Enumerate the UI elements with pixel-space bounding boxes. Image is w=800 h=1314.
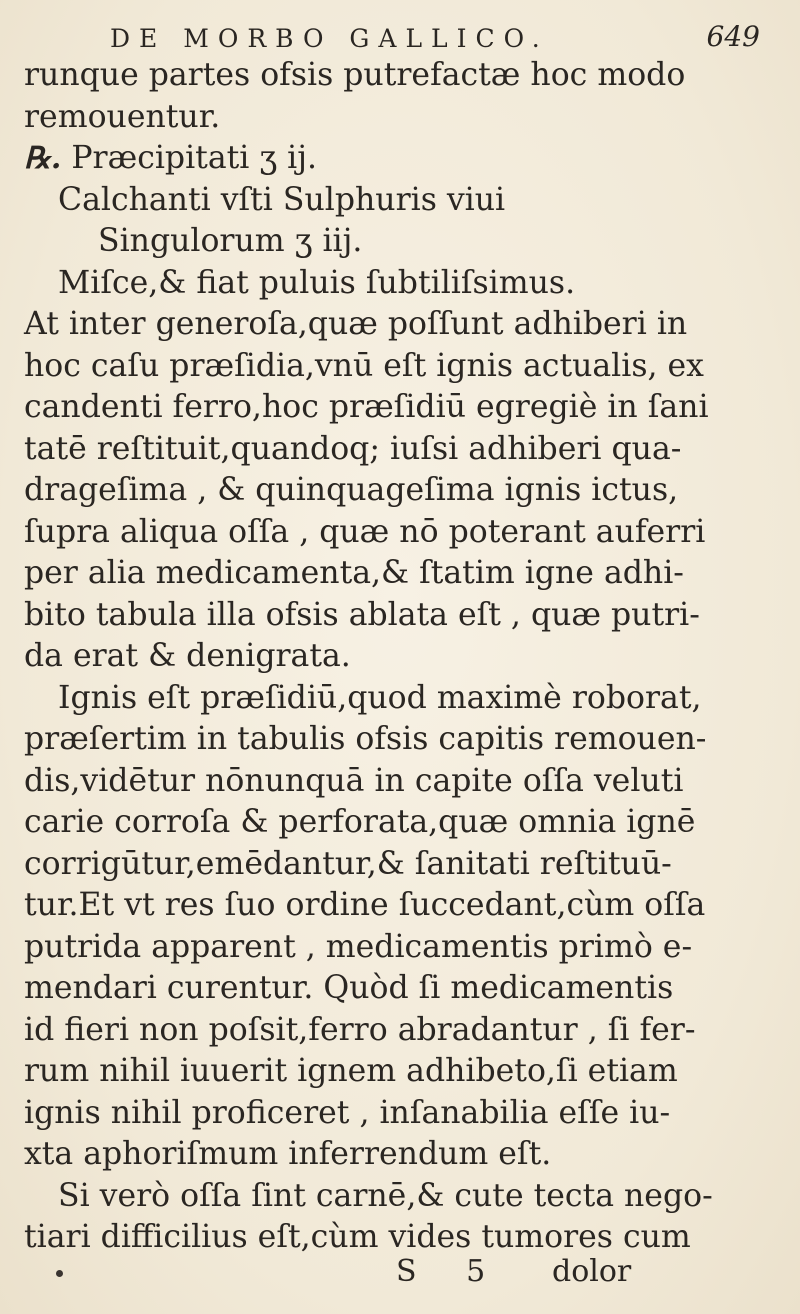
text-line: da erat & denigrata. <box>24 638 351 674</box>
page-number: 649 <box>706 20 760 53</box>
recipe-line: Singulorum ʒ iij. <box>98 223 363 259</box>
text-line: xta aphoriſmum inferrendum eſt. <box>24 1136 552 1172</box>
text-line: tiari difficilius eſt,cùm vides tumores cum <box>24 1219 691 1255</box>
paragraph-start-line: Ignis eſt præſidiū,quod maximè roborat, <box>58 679 702 716</box>
text-line: remouentur. <box>24 98 221 135</box>
text-line: id fieri non poſsit,ferro abradantur , ſi fer- <box>24 1011 696 1048</box>
text-line: drageſima , & quinquageſima ignis ictus, <box>24 472 679 508</box>
text-line: dis,vidētur nōnunquā in capite oſſa veluti <box>24 762 684 799</box>
text-line: ſupra aliqua oſſa , quæ nō poterant auferri <box>24 513 706 550</box>
running-title: DE MORBO GALLICO. <box>110 24 549 53</box>
page-header <box>110 20 760 60</box>
text-line: bito tabula illa ofsis ablata eſt , quæ putri- <box>24 596 700 633</box>
catchword: dolor <box>552 1254 632 1289</box>
text-line: præſertim in tabulis ofsis capitis remouen- <box>24 721 707 757</box>
text-line: At inter generoſa,quæ poſſunt adhiberi in <box>24 306 688 342</box>
text-line: corrigūtur,emēdantur,& ſanitati reſtituū- <box>24 845 672 882</box>
text-line: per alia medicamenta,& ſtatim igne adhi- <box>24 555 684 591</box>
text-line: carie corroſa & perforata,quæ omnia ignē <box>24 804 696 840</box>
text-line: ignis nihil proficeret , inſanabilia eſſe iu- <box>24 1094 671 1131</box>
ink-speck <box>56 1270 63 1277</box>
page-footer <box>0 1254 800 1294</box>
recipe-line: Miſce,& fiat puluis ſubtiliſsimus. <box>58 264 576 301</box>
text-line: tatē reſtituit,quandoq; iuſsi adhiberi qua- <box>24 430 682 467</box>
recipe-line: Calchanti vſti Sulphuris viui <box>58 181 506 218</box>
text-line: candenti ferro,hoc præſidiū egregiè in ſani <box>24 389 709 425</box>
text-line: tur.Et vt res ſuo ordine ſuccedant,cùm oſſa <box>24 887 706 923</box>
recipe-line-text: Præcipitati ʒ ij. <box>71 140 317 176</box>
text-line: rum nihil iuuerit ignem adhibeto,ſi etiam <box>24 1053 678 1089</box>
text-line: mendari curentur. Quòd ſi medicamentis <box>24 970 674 1006</box>
text-line: runque partes ofsis putrefactæ hoc modo <box>24 57 686 93</box>
recipe-symbol-icon: ℞. <box>24 141 62 176</box>
paragraph-start-line: Si verò oſſa ſint carnē,& cute tecta nego- <box>58 1177 713 1214</box>
recipe-line <box>24 138 644 180</box>
text-line: putrida apparent , medicamentis primò e- <box>24 928 693 965</box>
signature-mark: S 5 <box>396 1254 506 1289</box>
text-line: hoc caſu præſidia,vnū eſt ignis actualis, ex <box>24 347 704 384</box>
body-text <box>24 55 713 1259</box>
